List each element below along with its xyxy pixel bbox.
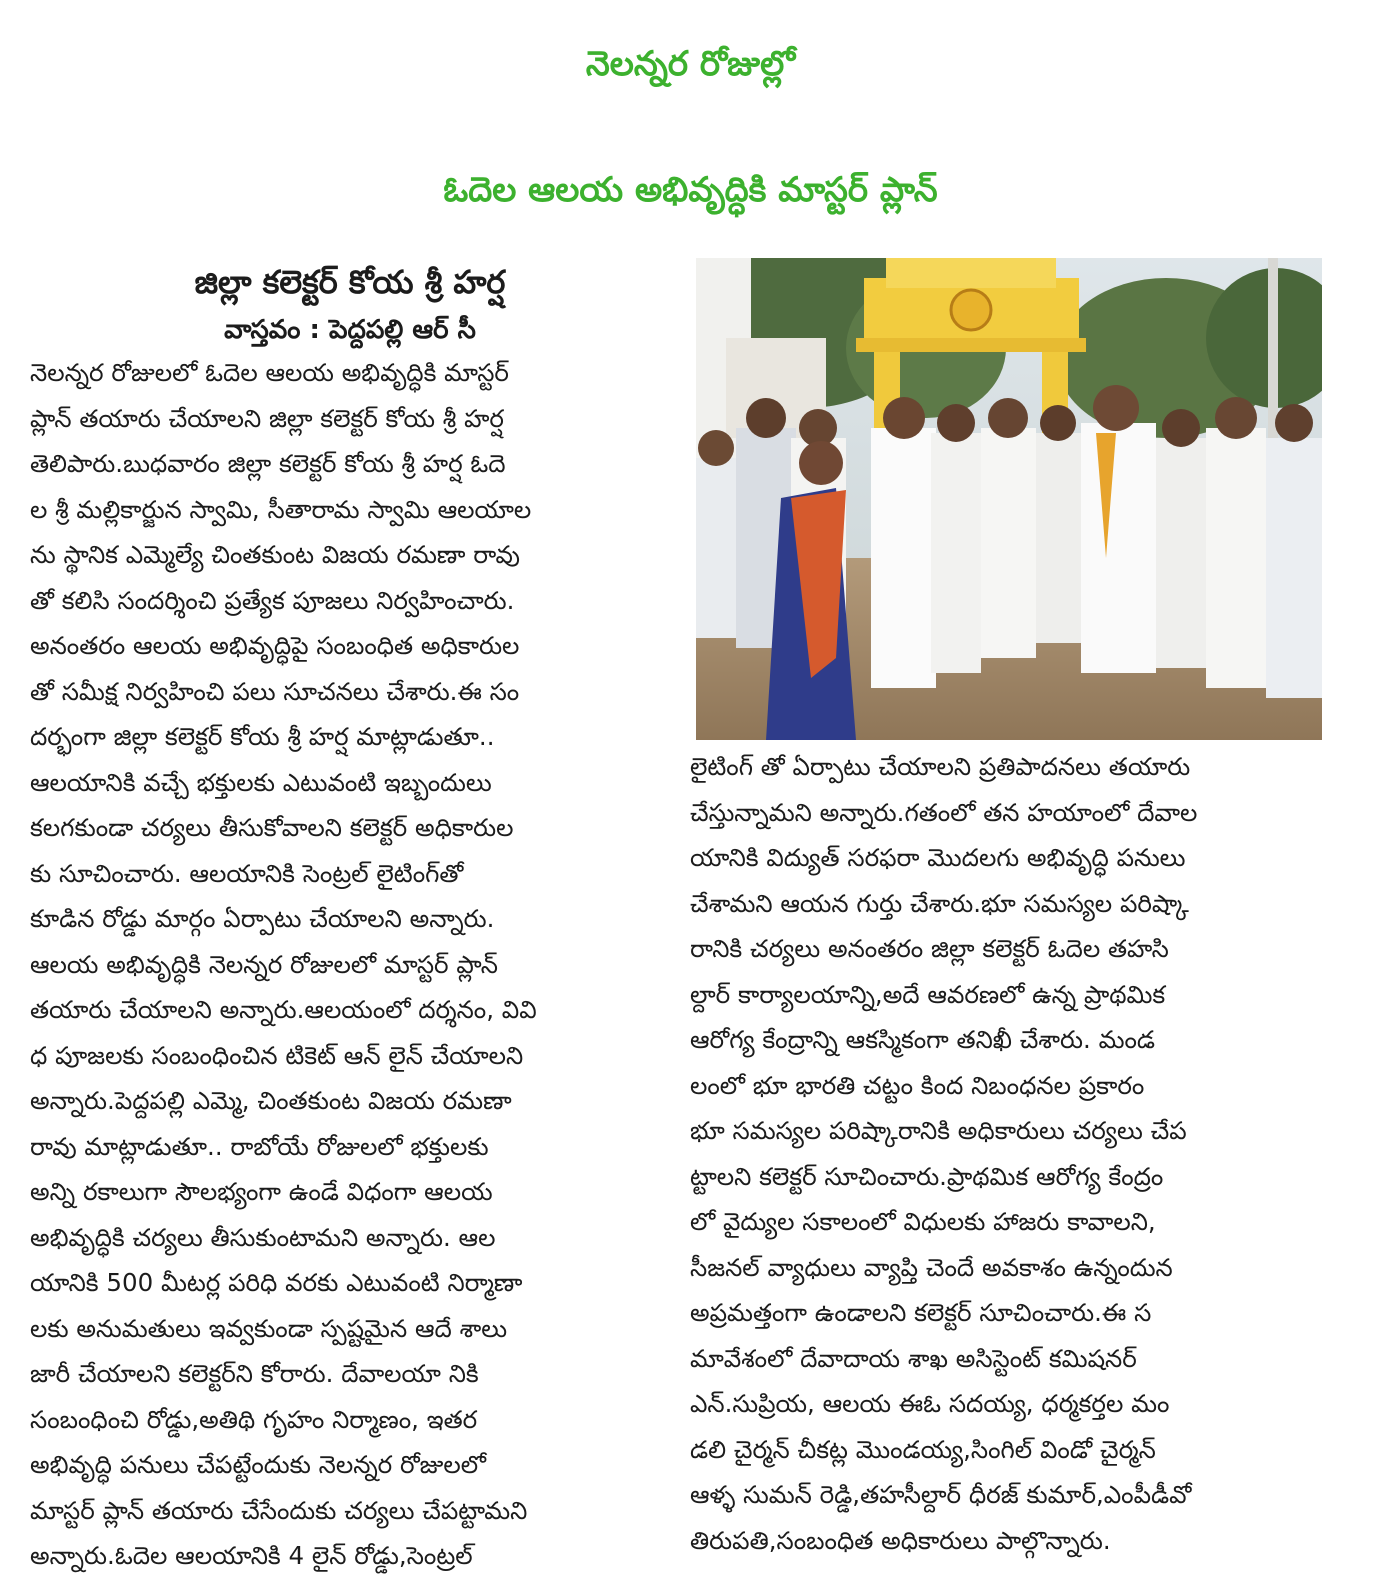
article-text-line: అన్నారు.ఓదెల ఆలయానికి 4 లైన్ రోడ్డు,సెంట్రల్: [30, 1541, 473, 1570]
article-text-line: సంబంధించి రోడ్డు,అతిథి గృహం నిర్మాణం, ఇతర: [30, 1404, 478, 1434]
article-text-line: ఆళ్ళ సుమన్ రెడ్డి,తహసీల్దార్ ధీరజ్ కుమార్,ఎంపీడీవో: [690, 1480, 1192, 1509]
article-text-line: ట్టాలని కలెక్టర్ సూచించారు.ప్రాథమిక ఆరోగ్య కేంద్రం: [690, 1161, 1164, 1191]
article-left-column: [30, 350, 670, 1579]
article-text-line: అన్ని రకాలుగా సౌలభ్యంగా ఉండే విధంగా ఆలయ: [30, 1177, 493, 1206]
article-text-line: తో కలిసి సందర్శించి ప్రత్యేక పూజలు నిర్వహించారు.: [30, 585, 515, 615]
headline-line-2: ఓదెల ఆలయ అభివృద్ధికి మాస్టర్ ప్లాన్: [443, 170, 938, 210]
article-text-line: ధ పూజలకు సంబంధించిన టికెట్ ఆన్ లైన్ చేయాలని: [30, 1040, 524, 1070]
article-text-line: లో వైద్యుల సకాలంలో విధులకు హాజరు కావాలని,: [690, 1207, 1156, 1236]
article-text-line: సీజనల్ వ్యాధులు వ్యాప్తి చెందే అవకాశం ఉన్నందున: [690, 1252, 1173, 1282]
subheadline: జిల్లా కలెక్టర్ కోయ శ్రీ హర్ష: [194, 263, 506, 301]
article-text-line: చేశామని ఆయన గుర్తు చేశారు.భూ సమస్యల పరిష్కా: [690, 888, 1189, 918]
article-text-line: తిరుపతి,సంబంధిత అధికారులు పాల్గొన్నారు.: [690, 1525, 1111, 1555]
article-text-line: రానికి చర్యలు అనంతరం జిల్లా కలెక్టర్ ఓదెల తహసి: [690, 934, 1169, 963]
article-text-line: ఆలయ అభివృద్ధికి నెలన్నర రోజులలో మాస్టర్ ప్లాన్: [30, 949, 498, 979]
article-text-line: భూ సమస్యల పరిష్కారానికి అధికారులు చర్యలు చేప: [690, 1116, 1187, 1145]
article-text-line: ప్లాన్ తయారు చేయాలని జిల్లా కలెక్టర్ కోయ శ్రీ హర్ష: [30, 403, 504, 433]
article-text-line: యానికి 500 మీటర్ల పరిధి వరకు ఎటువంటి నిర్మాణా: [30, 1268, 523, 1297]
article-right-column: [690, 744, 1330, 1563]
article-text-line: కు సూచించారు. ఆలయానికి సెంట్రల్ లైటింగ్‌తో: [30, 858, 464, 888]
article-text-line: ఆరోగ్య కేంద్రాన్ని ఆకస్మికంగా తనిఖీ చేశారు. మండ: [690, 1025, 1156, 1054]
article-text-line: యానికి విద్యుత్ సరఫరా మొదలగు అభివృద్ధి పనులు: [690, 843, 1186, 872]
article-text-line: ల్దార్ కార్యాలయాన్ని,అదే ఆవరణలో ఉన్న ప్రాథమిక: [690, 979, 1166, 1009]
article-text-line: చేస్తున్నామని అన్నారు.గతంలో తన హయాంలో దేవాల: [690, 797, 1198, 827]
article-text-line: తయారు చేయాలని అన్నారు.ఆలయంలో దర్శనం, వివి: [30, 995, 537, 1024]
article-text-line: డలి చైర్మన్ చీకట్ల మొండయ్య,సింగిల్ విండో చైర్మన్: [690, 1434, 1156, 1464]
dateline: వాస్తవం : పెద్దపల్లి ఆర్ సీ: [224, 315, 476, 345]
article-text-line: దర్భంగా జిల్లా కలెక్టర్ కోయ శ్రీ హర్ష మాట్లాడుతూ..: [30, 722, 495, 751]
article-text-line: కలగకుండా చర్యలు తీసుకోవాలని కలెక్టర్ అధికారుల: [30, 813, 514, 842]
article-text-line: లైటింగ్ తో ఏర్పాటు చేయాలని ప్రతిపాదనలు తయారు: [690, 752, 1191, 781]
article-text-line: మాస్టర్ ప్లాన్ తయారు చేసేందుకు చర్యలు చేపట్టామని: [30, 1495, 528, 1525]
article-text-line: నెలన్నర రోజులలో ఓదెల ఆలయ అభివృద్ధికి మాస్టర్: [30, 358, 509, 387]
article-text-line: ఎన్.సుప్రియ, ఆలయ ఈఓ సదయ్య, ధర్మకర్తల మం: [690, 1389, 1170, 1418]
article-text-line: లకు అనుమతులు ఇవ్వకుండా స్పష్టమైన ఆదే శాలు: [30, 1313, 508, 1343]
article-text-line: ఆలయానికి వచ్చే భక్తులకు ఎటువంటి ఇబ్బందులు: [30, 767, 492, 797]
article-text-line: ల శ్రీ మల్లికార్జున స్వామి, సీతారామ స్వామి ఆలయాల: [30, 494, 532, 524]
article-text-line: మావేశంలో దేవాదాయ శాఖ అసిస్టెంట్ కమిషనర్: [690, 1343, 1137, 1373]
article-text-line: తో సమీక్ష నిర్వహించి పలు సూచనలు చేశారు.ఈ సం: [30, 676, 520, 706]
article-text-line: కూడిన రోడ్డు మార్గం ఏర్పాటు చేయాలని అన్నారు.: [30, 904, 495, 933]
article-text-line: అన్నారు.పెద్దపల్లి ఎమ్మె, చింతకుంట విజయ రమణా: [30, 1086, 512, 1115]
article-text-line: తెలిపారు.బుధవారం జిల్లా కలెక్టర్ కోయ శ్రీ హర్ష ఓదె: [30, 449, 506, 478]
article-text-line: అప్రమత్తంగా ఉండాలని కలెక్టర్ సూచించారు.ఈ స: [690, 1298, 1152, 1327]
news-photo: [696, 258, 1322, 740]
article-text-line: ను స్థానిక ఎమ్మెల్యే చింతకుంట విజయ రమణా రావు: [30, 540, 520, 569]
article-text-line: లంలో భూ భారతి చట్టం కింద నిబంధనల ప్రకారం: [690, 1070, 1145, 1100]
article-text-line: రావు మాట్లాడుతూ.. రాబోయే రోజులలో భక్తులకు: [30, 1131, 489, 1161]
article-text-line: అభివృద్ధికి చర్యలు తీసుకుంటామని అన్నారు. ఆల: [30, 1222, 496, 1252]
article-text-line: అనంతరం ఆలయ అభివృద్ధిపై సంబంధిత అధికారుల: [30, 631, 520, 660]
article-text-line: జారీ చేయాలని కలెక్టర్‌ని కోరారు. దేవాలయా నికి: [30, 1359, 479, 1388]
article-text-line: అభివృద్ధి పనులు చేపట్టేందుకు నెలన్నర రోజులలో: [30, 1450, 486, 1479]
temple-gathering-illustration: [696, 258, 1322, 740]
headline-line-1: నెలన్నర రోజుల్లో: [585, 44, 796, 84]
